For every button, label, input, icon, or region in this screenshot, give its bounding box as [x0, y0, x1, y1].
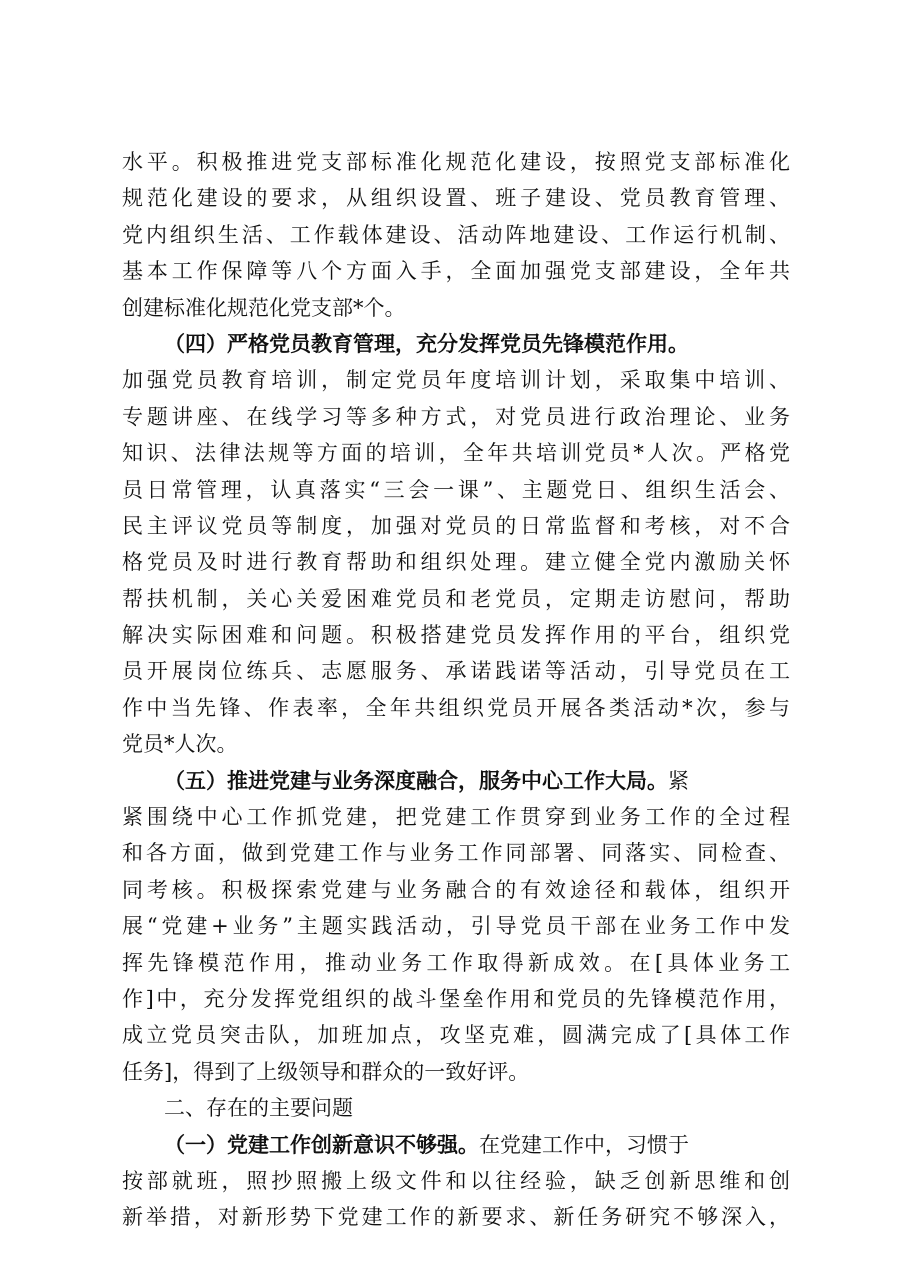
text-line: 挥先锋模范作用，推动业务工作取得新成效。在[具体业务工 [122, 950, 790, 975]
text-line: 同考核。积极探索党建与业务融合的有效途径和载体，组织开 [122, 877, 790, 902]
text-line: 知识、法律法规等方面的培训，全年共培训党员*人次。严格党 [122, 441, 790, 466]
text-line: 和各方面，做到党建工作与业务工作同部署、同落实、同检查、 [122, 841, 790, 866]
text-line: 展“党建+业务”主题实践活动，引导党员干部在业务工作中发 [122, 914, 790, 939]
subsection-heading-4 [122, 326, 790, 362]
text-line: 作]中，充分发挥党组织的战斗堡垒作用和党员的先锋模范作用， [122, 986, 790, 1011]
text-line: 规范化建设的要求，从组织设置、班子建设、党员教育管理、 [122, 186, 790, 211]
text-line: 帮扶机制，关心关爱困难党员和老党员，定期走访慰问，帮助 [122, 586, 790, 611]
text-line: 成立党员突击队，加班加点，攻坚克难，圆满完成了[具体工作 [122, 1023, 790, 1048]
text-line: 基本工作保障等八个方面入手，全面加强党支部建设，全年共 [122, 259, 790, 284]
text-line: 创建标准化规范化党支部*个。 [122, 295, 406, 320]
section-title: 二、存在的主要问题 [164, 1096, 353, 1121]
heading-tail-text: 紧 [668, 768, 689, 793]
document-body [122, 144, 790, 1236]
text-line: 水平。积极推进党支部标准化规范化建设，按照党支部标准化 [122, 150, 790, 174]
text-line: 党内组织生活、工作载体建设、活动阵地建设、工作运行机制、 [122, 222, 790, 247]
text-line: 党员*人次。 [122, 732, 238, 757]
subsection-heading-text: （四）严格党员教育管理，充分发挥党员先锋模范作用。 [164, 330, 689, 356]
text-line: 加强党员教育培训，制定党员年度培训计划，采取集中培训、 [122, 368, 790, 393]
text-line: 新举措，对新形势下党建工作的新要求、新任务研究不够深入， [122, 1205, 790, 1230]
text-line: 员开展岗位练兵、志愿服务、承诺践诺等活动，引导党员在工 [122, 659, 790, 684]
subsection-heading-1 [122, 1127, 790, 1163]
subsection-heading-5 [122, 763, 790, 799]
text-line: 解决实际困难和问题。积极搭建党员发挥作用的平台，组织党 [122, 623, 790, 648]
subsection-heading-text: （五）推进党建与业务深度融合，服务中心工作大局。 [164, 767, 668, 793]
text-line: 专题讲座、在线学习等多种方式，对党员进行政治理论、业务 [122, 404, 790, 429]
text-line: 格党员及时进行教育帮助和组织处理。建立健全党内激励关怀 [122, 550, 790, 575]
text-line: 任务]，得到了上级领导和群众的一致好评。 [122, 1059, 530, 1084]
text-line: 员日常管理，认真落实“三会一课”、主题党日、组织生活会、 [122, 477, 790, 502]
subsection-heading-text: （一）党建工作创新意识不够强。 [164, 1131, 479, 1157]
heading-tail-text: 在党建工作中，习惯于 [479, 1132, 689, 1157]
text-line: 按部就班，照抄照搬上级文件和以往经验，缺乏创新思维和创 [122, 1168, 790, 1193]
text-line: 民主评议党员等制度，加强对党员的日常监督和考核，对不合 [122, 513, 790, 538]
text-line: 紧围绕中心工作抓党建，把党建工作贯穿到业务工作的全过程 [122, 805, 790, 830]
text-line: 作中当先锋、作表率，全年共组织党员开展各类活动*次，参与 [122, 695, 790, 720]
